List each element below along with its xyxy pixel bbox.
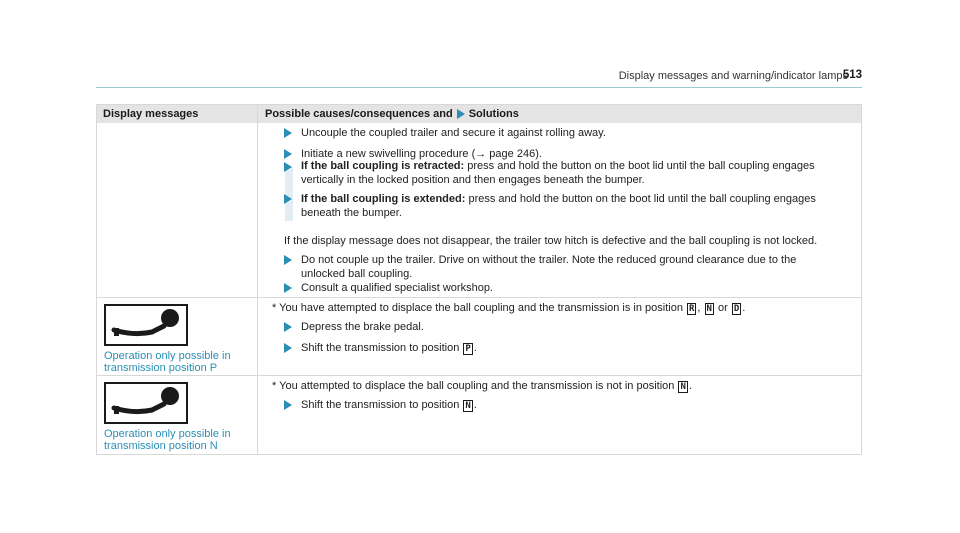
gear-key-n: N	[680, 382, 686, 392]
step-body: press and hold the button on the boot lid until the ball coupling engages	[464, 160, 815, 172]
gear-key-p: P	[465, 344, 471, 354]
gear-key-n: N	[706, 304, 712, 314]
step-text-cont: beneath the bumper.	[301, 207, 402, 219]
step-arrow-icon	[284, 255, 292, 265]
tow-hitch-ball-icon	[104, 382, 188, 424]
or-text: or	[718, 302, 728, 314]
gear-key-n: N	[465, 401, 471, 411]
period: .	[742, 302, 746, 314]
cause-body: * You attempted to displace the ball coupling and the transmission is not in position	[272, 380, 675, 392]
step-arrow-icon	[284, 128, 292, 138]
display-message-caption: Operation only possible in	[104, 428, 231, 440]
step-text: Initiate a new swivelling procedure (→ page 246).	[301, 148, 542, 160]
step-text: Shift the transmission to position N .	[301, 399, 477, 411]
column-divider	[257, 105, 258, 454]
step-text: Consult a qualified specialist workshop.	[301, 282, 493, 294]
step-arrow-icon	[284, 322, 292, 332]
step-text	[301, 192, 816, 206]
step-arrow-icon	[284, 283, 292, 293]
step-text: Do not couple up the trailer. Drive on without the trailer. Note the reduced ground clearance due to the	[301, 254, 797, 266]
col-header-causes-label: Possible causes/consequences and	[265, 108, 453, 120]
step-text: Uncouple the coupled trailer and secure it against rolling away.	[301, 127, 606, 139]
table-header	[97, 105, 861, 123]
step-text-cont: unlocked ball coupling.	[301, 268, 413, 280]
step-text-cont: vertically in the locked position and then engages beneath the bumper.	[301, 174, 645, 186]
cause-text: * You attempted to displace the ball coupling and the transmission is not in position N .	[272, 380, 692, 392]
gear-key-d: D	[733, 304, 740, 314]
display-message-caption: Operation only possible in	[104, 350, 231, 362]
cause-text	[272, 301, 745, 315]
page-header-title: Display messages and warning/indicator lamps	[618, 70, 848, 82]
step-text: Depress the brake pedal.	[301, 321, 424, 333]
page-number: 513	[842, 69, 862, 81]
row-divider	[97, 297, 861, 298]
header-rule	[96, 87, 862, 88]
messages-table	[96, 104, 862, 455]
display-message-caption: transmission position N	[104, 440, 218, 452]
row-divider	[97, 375, 861, 376]
tow-hitch-ball-icon	[104, 304, 188, 346]
col-header-causes	[265, 108, 519, 120]
col-header-display-messages: Display messages	[103, 108, 199, 120]
step-arrow-icon	[284, 149, 292, 159]
solution-arrow-icon	[457, 109, 465, 119]
step-condition: If the ball coupling is extended:	[301, 193, 466, 205]
step-body: press and hold the button on the boot lid until the ball coupling engages	[465, 193, 816, 205]
step-body: Shift the transmission to position	[301, 342, 460, 354]
step-text: Shift the transmission to position P .	[301, 342, 477, 354]
step-arrow-icon	[284, 194, 292, 204]
step-body: Shift the transmission to position	[301, 399, 460, 411]
display-message-caption: transmission position P	[104, 362, 218, 374]
separator: ,	[697, 302, 701, 314]
step-arrow-icon	[284, 162, 292, 172]
col-header-solutions-label: Solutions	[468, 108, 519, 120]
step-arrow-icon	[284, 343, 292, 353]
gear-key-r: R	[689, 304, 695, 314]
cause-body: * You have attempted to displace the ball coupling and the transmission is in position	[272, 302, 683, 314]
note-text: If the display message does not disappear, the trailer tow hitch is defective and the ball coupling is not locked.	[284, 235, 818, 247]
step-text	[301, 159, 815, 173]
step-condition: If the ball coupling is retracted:	[301, 160, 465, 172]
step-arrow-icon	[284, 400, 292, 410]
